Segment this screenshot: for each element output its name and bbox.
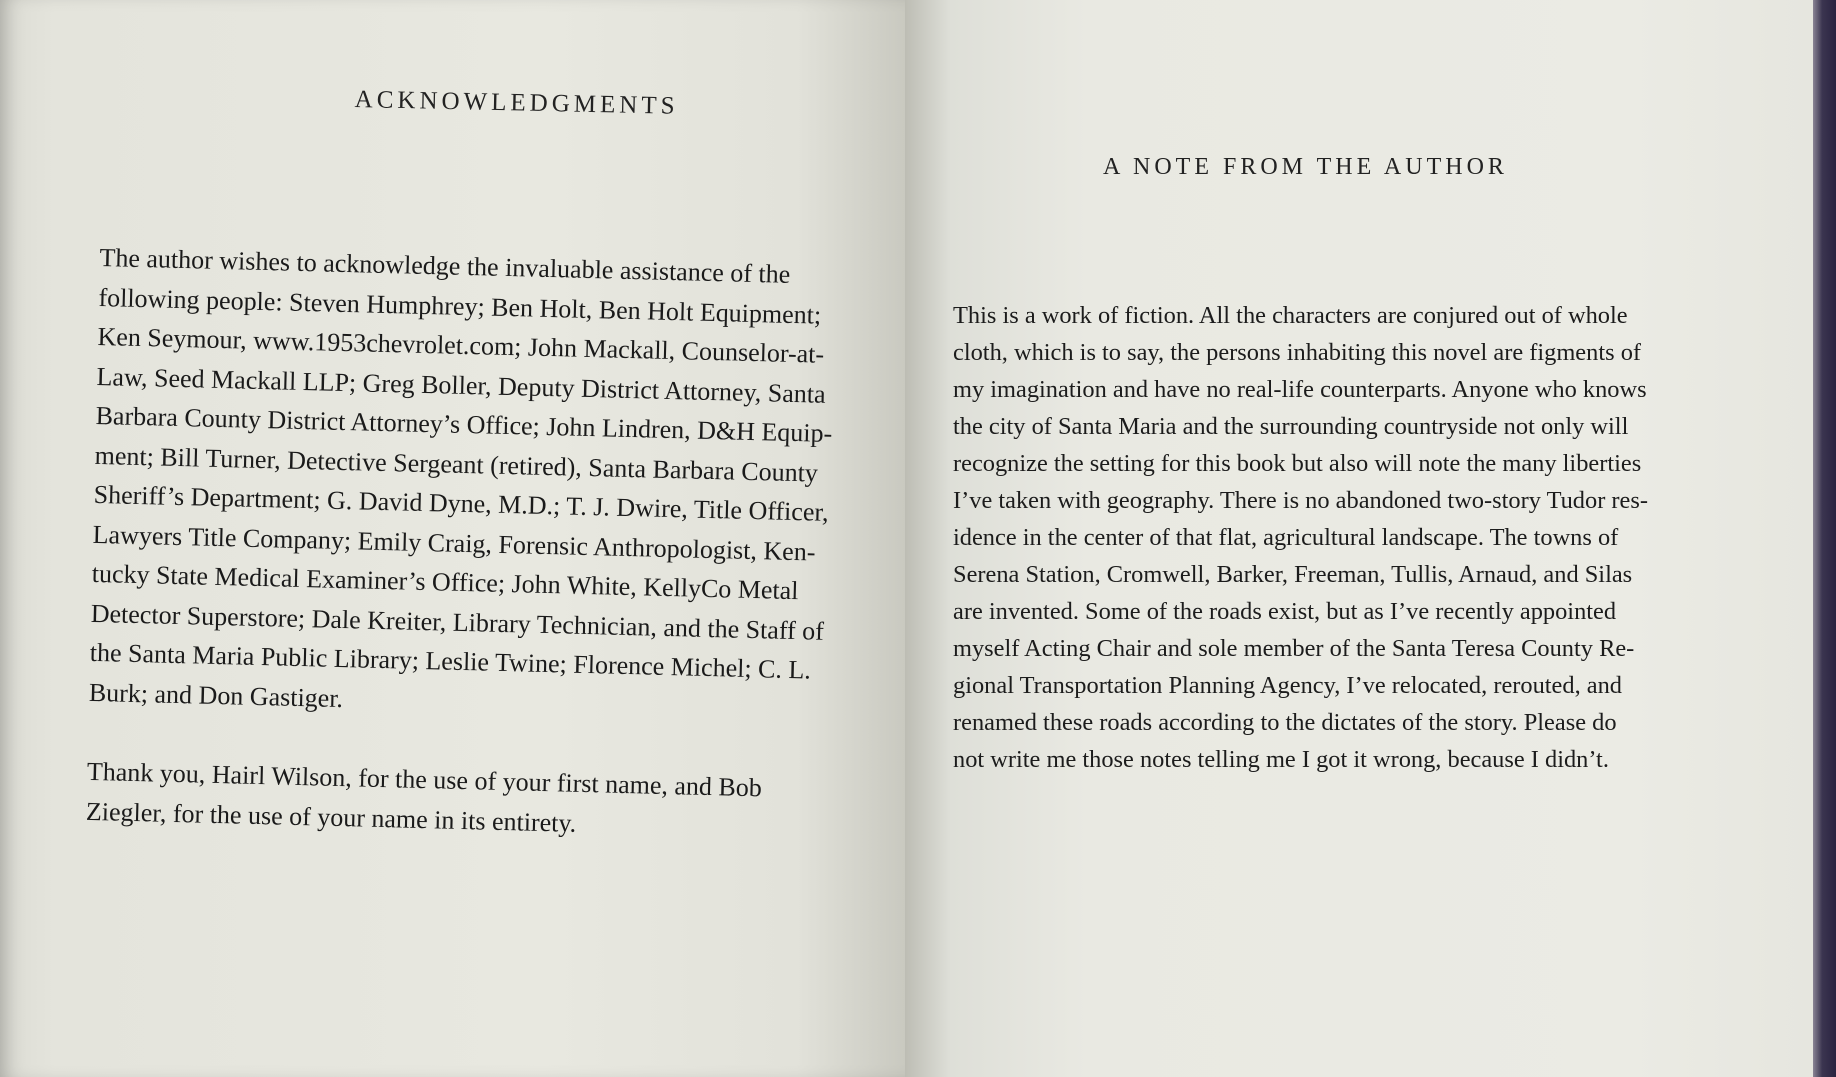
ack-line: Barbara County District Attorney’s Office; John Lindren, D&H Equip- — [95, 400, 833, 448]
note-line: gional Transportation Planning Agency, I’ve relocated, rerouted, and — [953, 672, 1622, 699]
acknowledgments-text — [86, 238, 880, 850]
ack-line: following people: Steven Humphrey; Ben Holt, Ben Holt Equipment; — [98, 282, 822, 330]
ack-line: ment; Bill Turner, Detective Sergeant (retired), Santa Barbara County — [94, 440, 819, 488]
note-line: idence in the center of that flat, agricultural landscape. The towns of — [953, 524, 1619, 551]
note-line: the city of Santa Maria and the surrounding countryside not only will — [953, 413, 1629, 440]
note-line: renamed these roads according to the dictates of the story. Please do — [953, 709, 1617, 736]
note-line: not write me those notes telling me I got it wrong, because I didn’t. — [953, 746, 1609, 773]
note-line: This is a work of fiction. All the characters are conjured out of whole — [953, 302, 1628, 329]
thanks-line: Thank you, Hairl Wilson, for the use of your first name, and Bob — [86, 756, 763, 803]
ack-line: Ken Seymour, www.1953chevrolet.com; John Mackall, Counselor-at- — [97, 321, 825, 369]
note-line: myself Acting Chair and sole member of the Santa Teresa County Re- — [953, 635, 1635, 662]
ack-line: The author wishes to acknowledge the invaluable assistance of the — [99, 242, 791, 289]
ack-line: Burk; and Don Gastiger. — [88, 677, 344, 713]
author-note-heading: A NOTE FROM THE AUTHOR — [1103, 154, 1508, 180]
ack-line: tucky State Medical Examiner’s Office; John White, KellyCo Metal — [91, 558, 799, 606]
ack-line: Detector Superstore; Dale Kreiter, Library Technician, and the Staff of — [90, 598, 825, 646]
note-line: Serena Station, Cromwell, Barker, Freeman, Tullis, Arnaud, and Silas — [953, 561, 1633, 588]
author-note-text — [953, 297, 1733, 778]
ack-line: Lawyers Title Company; Emily Craig, Forensic Anthropologist, Ken- — [92, 519, 816, 567]
ack-line: Sheriff’s Department; G. David Dyne, M.D.; T. J. Dwire, Title Officer, — [93, 479, 829, 527]
note-line: recognize the setting for this book but also will note the many liberties — [953, 450, 1642, 477]
note-line: are invented. Some of the roads exist, but as I’ve recently appointed — [953, 598, 1617, 625]
note-line: I’ve taken with geography. There is no abandoned two-story Tudor res- — [953, 487, 1648, 514]
acknowledgments-heading: ACKNOWLEDGMENTS — [354, 86, 679, 120]
note-line: cloth, which is to say, the persons inhabiting this novel are figments of — [953, 339, 1642, 366]
thanks-line: Ziegler, for the use of your name in its entirety. — [85, 796, 577, 838]
ack-line: Law, Seed Mackall LLP; Greg Boller, Deputy District Attorney, Santa — [96, 361, 826, 409]
page-edge-shadow — [1813, 0, 1836, 1077]
ack-line: the Santa Maria Public Library; Leslie Twine; Florence Michel; C. L. — [89, 637, 812, 685]
note-line: my imagination and have no real-life counterparts. Anyone who knows — [953, 376, 1647, 403]
